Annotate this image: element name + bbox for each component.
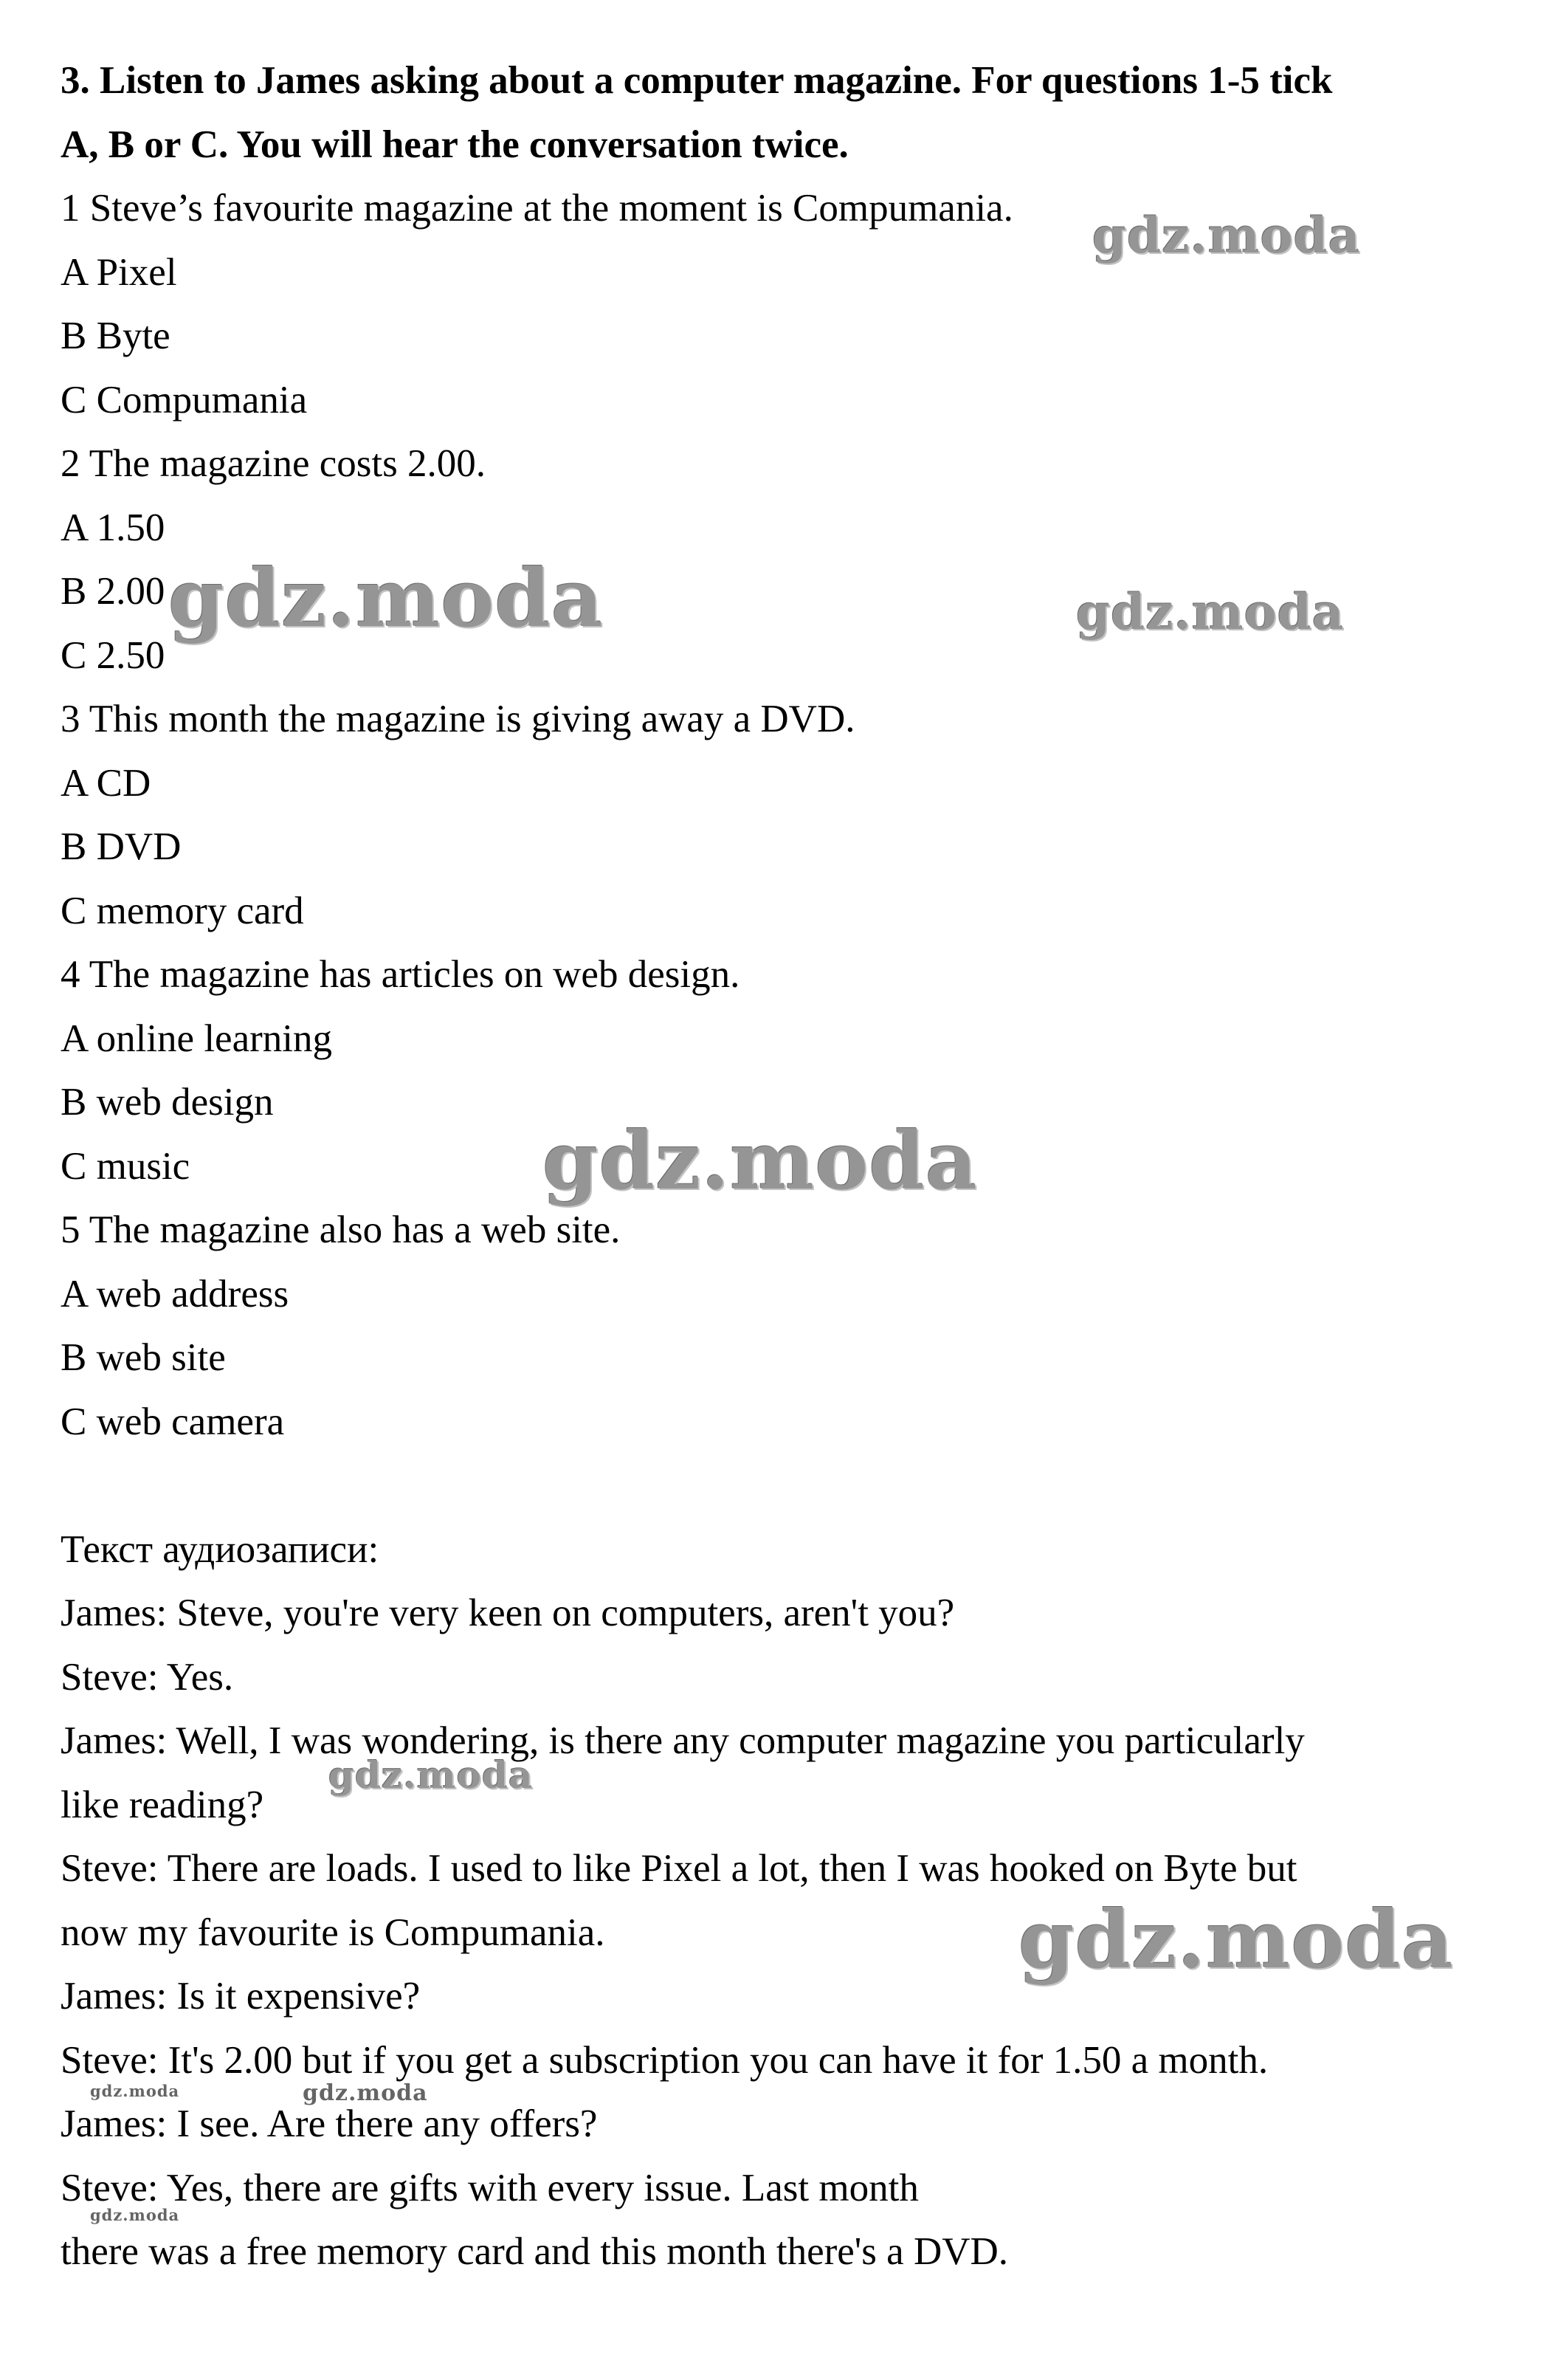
question-2-prompt: 2 The magazine costs 2.00. xyxy=(61,442,486,485)
watermark: gdz.moda xyxy=(90,2206,180,2224)
question-5-prompt: 5 The magazine also has a web site. xyxy=(61,1208,621,1251)
transcript-line: James: Is it expensive? xyxy=(61,1975,421,2018)
question-2-option-c: C 2.50 xyxy=(61,633,165,677)
watermark: gdz.moda xyxy=(1076,583,1345,641)
transcript-title: Текст аудиозаписи: xyxy=(61,1527,379,1571)
task-heading-line-1: 3. Listen to James asking about a computer magazine. For questions 1-5 tick xyxy=(61,59,1333,102)
transcript-line: Steve: Yes. xyxy=(61,1655,234,1699)
question-2-option-a: A 1.50 xyxy=(61,506,165,549)
question-5-option-c: C web camera xyxy=(61,1400,285,1443)
question-4-option-c: C music xyxy=(61,1144,190,1188)
question-3-option-a: A CD xyxy=(61,761,151,805)
question-1-prompt: 1 Steve’s favourite magazine at the moment is Compumania. xyxy=(61,187,1013,230)
transcript-line: James: Steve, you're very keen on computers, aren't you? xyxy=(61,1592,955,1634)
question-4-option-b: B web design xyxy=(61,1081,274,1124)
watermark: gdz.moda xyxy=(542,1115,978,1208)
watermark: gdz.moda xyxy=(168,552,604,645)
question-2-option-b: B 2.00 xyxy=(61,570,165,613)
question-5-option-a: A web address xyxy=(61,1272,289,1315)
question-1-option-a: A Pixel xyxy=(61,250,177,294)
transcript-line: there was a free memory card and this month there's a DVD. xyxy=(61,2230,1009,2273)
question-3-option-c: C memory card xyxy=(61,889,304,932)
transcript-line: like reading? xyxy=(61,1783,264,1826)
question-1-option-b: B Byte xyxy=(61,314,170,357)
section-spacer xyxy=(61,1454,1492,1518)
transcript-line: James: I see. Are there any offers? xyxy=(61,2102,598,2145)
watermark: gdz.moda xyxy=(328,1753,534,1797)
watermark: gdz.moda xyxy=(1092,207,1361,264)
watermark: gdz.moda xyxy=(303,2080,428,2106)
question-3-option-b: B DVD xyxy=(61,825,182,868)
task-heading-line-2: A, B or C. You will hear the conversation twice. xyxy=(61,123,849,166)
question-3-prompt: 3 This month the magazine is giving away a DVD. xyxy=(61,698,855,740)
transcript-line: Steve: It's 2.00 but if you get a subscription you can have it for 1.50 a month. xyxy=(61,2038,1269,2082)
transcript-line: James: Well, I was wondering, is there any computer magazine you particularly xyxy=(61,1719,1305,1762)
question-4-option-a: A online learning xyxy=(61,1017,332,1060)
watermark: gdz.moda xyxy=(90,2082,180,2100)
question-5-option-b: B web site xyxy=(61,1336,226,1379)
transcript-line: Steve: Yes, there are gifts with every issue. Last month xyxy=(61,2166,919,2209)
watermark: gdz.moda xyxy=(1018,1894,1454,1987)
transcript-line: now my favourite is Compumania. xyxy=(61,1910,605,1954)
document-content xyxy=(61,49,1492,2284)
question-1-option-c: C Compumania xyxy=(61,378,308,422)
transcript-line: Steve: There are loads. I used to like Pixel a lot, then I was hooked on Byte but xyxy=(61,1847,1297,1890)
question-4-prompt: 4 The magazine has articles on web design. xyxy=(61,953,740,996)
